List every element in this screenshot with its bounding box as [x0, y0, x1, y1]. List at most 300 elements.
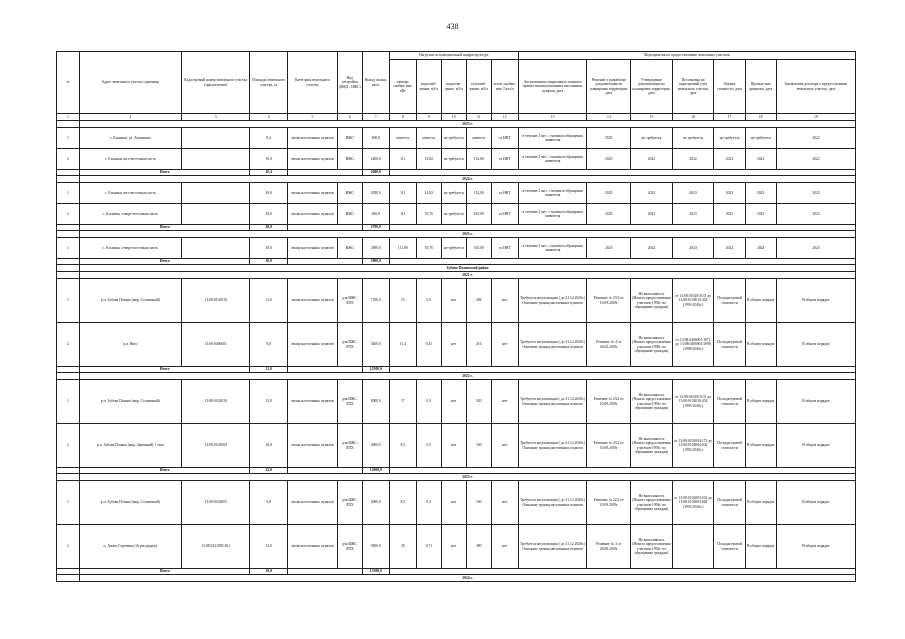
header-category: Категория земельного участка	[287, 52, 337, 114]
decision-cell: Решение № 22/2 от 10.09.2018г	[587, 481, 631, 525]
cadastral-cell: 13:08:0102010	[181, 380, 250, 424]
heat-cell: от ИНТ	[491, 128, 518, 149]
valuation-cell: 2022	[714, 149, 745, 170]
gas-cell: 165,00	[466, 204, 491, 225]
header-building-type: Вид застройки (МКД / ИЖС)	[337, 52, 362, 114]
area-cell: 0,4	[250, 128, 287, 149]
cadastral-registration-cell: 2024	[672, 238, 714, 259]
approval-cell: 2022	[631, 149, 673, 170]
building-type-cell: для ИЖС, ЛПХ	[337, 323, 362, 367]
actualization-cell: Требуется актуализация ( до 31.12.2020г.) Описание границ населенных пунктов	[518, 481, 587, 525]
gas-cell: 160	[466, 424, 491, 468]
column-numbers-row	[57, 114, 856, 121]
water-cell: 14,82	[416, 149, 441, 170]
approval-cell: 2023	[631, 204, 673, 225]
auction-cell: 2022	[745, 149, 776, 170]
auction-cell: не требуется	[745, 128, 776, 149]
row-number: 2	[57, 149, 80, 170]
category-cell: земли населенных пунктов	[287, 279, 337, 323]
category-cell: земли населенных пунктов	[287, 204, 337, 225]
water-cell: имеется	[416, 128, 441, 149]
address-cell: р.п. Явас	[79, 323, 181, 367]
building-type-cell: ИЖС	[337, 128, 362, 149]
address-cell: р.п. Зубова Поляна (мкр. Солнечный)	[79, 279, 181, 323]
cadastral-cell: 13:08:0121005:361	[181, 525, 250, 569]
cadastral-cell: 13:08:0102004	[181, 424, 250, 468]
year-row	[57, 272, 856, 279]
header-water: водоснаб-жение, м3/ч	[416, 60, 441, 114]
total-output: 2900,0	[362, 259, 389, 265]
column-number: 2	[79, 114, 181, 121]
table-row	[57, 424, 856, 468]
decision-cell: 2025	[587, 128, 631, 149]
column-number: 19	[776, 114, 855, 121]
cadastral-cell	[181, 204, 250, 225]
electric-cell: 8,5	[389, 424, 416, 468]
row-number: 2	[57, 204, 80, 225]
total-label: Итого	[79, 170, 250, 176]
housing-output-cell: 5400,0	[362, 323, 389, 367]
header-auction: Проведе-ние аукциона, дата	[745, 60, 776, 114]
category-cell: земли населенных пунктов	[287, 380, 337, 424]
row-number: 1	[57, 279, 80, 323]
valuation-cell: 2023	[714, 183, 745, 204]
year-spacer	[57, 176, 80, 183]
header-load-group: Нагрузки по коммунальной инфраструктуре	[389, 52, 518, 60]
total-label: Итого	[79, 225, 250, 231]
valuation-cell: не требуется	[714, 128, 745, 149]
total-label: Итого	[79, 569, 250, 575]
cadastral-registration-cell: от 13:08:0102004:173 до 13:08:0102004:642 (1993-2020г.)	[672, 424, 714, 468]
column-number: 15	[631, 114, 673, 121]
year-spacer	[57, 373, 80, 380]
auction-cell: В общем порядке	[745, 481, 776, 525]
housing-output-cell: 2200,0	[362, 149, 389, 170]
column-number: 17	[714, 114, 745, 121]
year-row	[57, 575, 856, 582]
total-area: 19,0	[250, 569, 287, 575]
table-row	[57, 481, 856, 525]
actualization-cell: в течение 2 мес. с момента обращения заявителя	[518, 183, 587, 204]
building-type-cell: для ИЖС, ЛПХ	[337, 279, 362, 323]
cadastral-cell	[181, 238, 250, 259]
valuation-cell: По кадастровой стоимости	[714, 424, 745, 468]
row-number: 1	[57, 128, 80, 149]
sewer-cell: не требуется	[441, 128, 466, 149]
approval-cell: Не выполнялось (Начало предоставления участков-1998г. по обращению граждан)	[631, 323, 673, 367]
total-area: 20,0	[250, 225, 287, 231]
land-plots-table	[56, 51, 856, 582]
housing-output-cell: 4000,0	[362, 424, 389, 468]
header-actualization: Актуализация генеральных планов и правил землепользования населенных пунктов, дата	[518, 60, 587, 114]
electric-cell: 17	[389, 380, 416, 424]
area-cell: 14,0	[250, 525, 287, 569]
actualization-cell: Требуется актуализация ( до 31.12.2020г.) Описание границ населенных пунктов	[518, 424, 587, 468]
approval-cell: 2024	[631, 238, 673, 259]
address-cell: с. Ельники, юго-восточная часть	[79, 183, 181, 204]
building-type-cell: для ИЖС, ЛПХ	[337, 525, 362, 569]
address-cell: с. Ельники, ул. Аношкина	[79, 128, 181, 149]
column-number: 13	[518, 114, 587, 121]
auction-cell: В общем порядке	[745, 380, 776, 424]
total-area: 21,0	[250, 367, 287, 373]
area-cell: 12,0	[250, 380, 287, 424]
water-cell: 0,71	[416, 525, 441, 569]
table-row	[57, 204, 856, 225]
header-heat: тепло-снабже-ние, Гкал/ч	[491, 60, 518, 114]
contract-cell: 2022	[776, 149, 855, 170]
auction-cell: В общем порядке	[745, 323, 776, 367]
cadastral-registration-cell: от 13:08:0406001:1071 до 13:08:0406001:5896 (1998-2020г.)	[672, 323, 714, 367]
address-cell: с. Ельники, северо-восточная часть	[79, 238, 181, 259]
region-spacer	[57, 265, 80, 272]
year-row	[57, 474, 856, 481]
table-row	[57, 323, 856, 367]
sewer-cell: не требуется	[441, 149, 466, 170]
auction-cell: 2023	[745, 183, 776, 204]
electric-cell: имеется	[389, 128, 416, 149]
decision-cell: 2025	[587, 204, 631, 225]
column-number: 5	[287, 114, 337, 121]
table-body	[57, 114, 856, 582]
page-number: 438	[446, 22, 459, 31]
year-label: 2022 г.	[79, 373, 855, 380]
cadastral-cell: 13:08:0102010	[181, 279, 250, 323]
header-contract: Заключение договора о предоставлении земельного участка, дата	[776, 60, 855, 114]
sewer-cell: нет	[441, 323, 466, 367]
column-number: 3	[181, 114, 250, 121]
table-row	[57, 380, 856, 424]
year-row	[57, 121, 856, 128]
building-type-cell: для ИЖС, ЛПХ	[337, 424, 362, 468]
water-cell: 14,82	[416, 183, 441, 204]
contract-cell: 2024	[776, 238, 855, 259]
building-type-cell: ИЖС	[337, 238, 362, 259]
column-number: 4	[250, 114, 287, 121]
area-cell: 10,0	[250, 238, 287, 259]
total-area: 10,4	[250, 170, 287, 176]
water-cell: 0,5	[416, 279, 441, 323]
total-output: 13500,0	[362, 569, 389, 575]
header-no: №	[57, 52, 80, 114]
approval-cell: Не выполнялось (Начало предоставления участков-1993г. по обращению граждан)	[631, 380, 673, 424]
valuation-cell: По кадастровой стоимости	[714, 481, 745, 525]
housing-output-cell: 2900,0	[362, 238, 389, 259]
water-cell: 0,3	[416, 481, 441, 525]
row-number: 2	[57, 424, 80, 468]
building-type-cell: ИЖС	[337, 183, 362, 204]
total-output: 12500,0	[362, 367, 389, 373]
heat-cell: нет	[491, 525, 518, 569]
cadastral-cell	[181, 149, 250, 170]
contract-cell: В общем порядке	[776, 380, 855, 424]
total-output: 2600,0	[362, 170, 389, 176]
electric-cell: 8,5	[389, 481, 416, 525]
heat-cell: нет	[491, 380, 518, 424]
total-output: 2700,0	[362, 225, 389, 231]
gas-cell: 132,00	[466, 183, 491, 204]
contract-cell: В общем порядке	[776, 323, 855, 367]
decision-cell: 2025	[587, 149, 631, 170]
building-type-cell: ИЖС	[337, 149, 362, 170]
area-cell: 9,0	[250, 323, 287, 367]
heat-cell: от ИНТ	[491, 238, 518, 259]
auction-cell: В общем порядке	[745, 279, 776, 323]
approval-cell: Не выполнялось (Начало предоставления участков-1993г. по обращению граждан)	[631, 481, 673, 525]
approval-cell: Не выполнялось (Начало предоставления участков-1993г. по обращению граждан)	[631, 424, 673, 468]
approval-cell: не требуется	[631, 128, 673, 149]
address-cell: с. Ельники, северо-восточная часть	[79, 204, 181, 225]
year-label: 2024 г.	[79, 176, 855, 183]
address-cell: р.п. Зубова Поляна (мкр. Солнечный)	[79, 481, 181, 525]
sewer-cell: не требуется	[441, 183, 466, 204]
housing-output-cell: 9500,0	[362, 525, 389, 569]
gas-cell: 165,00	[466, 238, 491, 259]
region-row	[57, 265, 856, 272]
heat-cell: от ИНТ	[491, 149, 518, 170]
year-row	[57, 231, 856, 238]
total-area: 10,0	[250, 259, 287, 265]
cadastral-registration-cell: от 13:08:0102010:31 до 13:08:0102010:454 (1993-2020г.)	[672, 380, 714, 424]
category-cell: земли населенных пунктов	[287, 481, 337, 525]
approval-cell: Не выполнялось (Начало предоставления участков-1993г. по обращению граждан)	[631, 279, 673, 323]
year-row	[57, 176, 856, 183]
gas-cell: 160	[466, 481, 491, 525]
actualization-cell: Требуется актуализация ( до 31.12.2020г.) Описание границ населенных пунктов	[518, 323, 587, 367]
electric-cell: 111,00	[389, 238, 416, 259]
row-number: 1	[57, 238, 80, 259]
approval-cell: Не выполнялось (Начало предоставления участков-1993г. по обращению граждан)	[631, 525, 673, 569]
gas-cell: 284	[466, 279, 491, 323]
category-cell: земли населенных пунктов	[287, 424, 337, 468]
decision-cell: Решение № 23/2 от 10.09.2018г	[587, 279, 631, 323]
header-electric: электро-снабже-ние, кВт	[389, 60, 416, 114]
area-cell: 5,0	[250, 481, 287, 525]
year-spacer	[57, 575, 80, 582]
water-cell: 19,76	[416, 238, 441, 259]
gas-cell: 320	[466, 380, 491, 424]
sewer-cell: нет	[441, 279, 466, 323]
contract-cell: 2023	[776, 183, 855, 204]
electric-cell: 111	[389, 149, 416, 170]
row-number: 1	[57, 380, 80, 424]
actualization-cell: в течение 2 мес. с момента обращения заявителя	[518, 204, 587, 225]
contract-cell: В общем порядке	[776, 424, 855, 468]
cadastral-cell	[181, 128, 250, 149]
electric-cell: 111	[389, 183, 416, 204]
actualization-cell: Требуется актуализация ( до 31.12.2020г.) Описание границ населенных пунктов	[518, 279, 587, 323]
gas-cell: 216	[466, 323, 491, 367]
cadastral-registration-cell: не требуется	[672, 128, 714, 149]
heat-cell: от ИНТ	[491, 204, 518, 225]
valuation-cell: По кадастровой стоимости	[714, 323, 745, 367]
column-number: 8	[389, 114, 416, 121]
category-cell: земли населенных пунктов	[287, 128, 337, 149]
area-cell: 10,0	[250, 149, 287, 170]
address-cell: п. Анаш-Сергеевка (Агрогородок)	[79, 525, 181, 569]
actualization-cell: в течение 2 мес. с момента обращения заявителя	[518, 128, 587, 149]
electric-cell: 11,4	[389, 323, 416, 367]
decision-cell: 2025	[587, 183, 631, 204]
category-cell: земли населенных пунктов	[287, 238, 337, 259]
year-spacer	[57, 121, 80, 128]
row-number: 2	[57, 323, 80, 367]
housing-output-cell: 2050,0	[362, 183, 389, 204]
total-label: Итого	[79, 367, 250, 373]
actualization-cell: в течение 2 мес. с момента обращения заявителя	[518, 238, 587, 259]
contract-cell: 2023	[776, 204, 855, 225]
valuation-cell: По кадастровой стоимости	[714, 525, 745, 569]
column-number: 1	[57, 114, 80, 121]
category-cell: земли населенных пунктов	[287, 323, 337, 367]
year-spacer	[57, 474, 80, 481]
header-cadastral-registration: Постановка на кадастровый учет земельного участка, дата	[672, 60, 714, 114]
total-area: 22,0	[250, 468, 287, 474]
sewer-cell: нет	[441, 424, 466, 468]
header-decision: Решение о разработке документации по планировке территории, дата	[587, 60, 631, 114]
housing-output-cell: 8000,0	[362, 380, 389, 424]
water-cell: 0,41	[416, 323, 441, 367]
column-number: 10	[441, 114, 466, 121]
total-label: Итого	[79, 468, 250, 474]
year-label: 2025 г.	[79, 231, 855, 238]
column-number: 6	[337, 114, 362, 121]
auction-cell: 2024	[745, 238, 776, 259]
cadastral-registration-cell: от 13:08:0102003:102 до 13:08:0102003:682 (1993-2020г.)	[672, 481, 714, 525]
housing-output-cell: 650,0	[362, 204, 389, 225]
column-number: 14	[587, 114, 631, 121]
column-number: 18	[745, 114, 776, 121]
cadastral-registration-cell	[672, 525, 714, 569]
category-cell: земли населенных пунктов	[287, 149, 337, 170]
year-label: 2024 г.	[79, 575, 855, 582]
year-row	[57, 373, 856, 380]
year-spacer	[57, 272, 80, 279]
row-number: 1	[57, 481, 80, 525]
row-number: 1	[57, 183, 80, 204]
year-spacer	[57, 231, 80, 238]
header-sewer: водоотве-дение, м3/ч	[441, 60, 466, 114]
building-type-cell: ИЖС	[337, 204, 362, 225]
year-label: 2023 г.	[79, 121, 855, 128]
contract-cell: В общем порядке	[776, 279, 855, 323]
building-type-cell: для ИЖС, ЛПХ	[337, 481, 362, 525]
sewer-cell: не требуется	[441, 204, 466, 225]
approval-cell: 2023	[631, 183, 673, 204]
contract-cell: В общем порядке	[776, 481, 855, 525]
cadastral-cell: 13:08:0406001	[181, 323, 250, 367]
table-row	[57, 183, 856, 204]
water-cell: 0,5	[416, 424, 441, 468]
electric-cell: 15	[389, 279, 416, 323]
cadastral-cell: 13:08:0102003	[181, 481, 250, 525]
sewer-cell: не требуется	[441, 238, 466, 259]
category-cell: земли населенных пунктов	[287, 525, 337, 569]
heat-cell: нет	[491, 323, 518, 367]
area-cell: 12,0	[250, 279, 287, 323]
decision-cell: Решение № 23/2 от 10.09.2018г	[587, 380, 631, 424]
row-number: 2	[57, 525, 80, 569]
water-cell: 0,3	[416, 380, 441, 424]
actualization-cell: Требуется актуализация ( до 31.12.2020г.) Описание границ населенных пунктов	[518, 380, 587, 424]
housing-output-cell: 400,0	[362, 128, 389, 149]
header-area: Площадь земельного участка, га	[250, 52, 287, 114]
region-label: Зубово-Полянский район	[79, 265, 855, 272]
header-measures-group: Мероприятия по предоставлению земельных участков	[518, 52, 855, 60]
heat-cell: нет	[491, 279, 518, 323]
contract-cell: В общем порядке	[776, 525, 855, 569]
column-number: 9	[416, 114, 441, 121]
decision-cell: 2025	[587, 238, 631, 259]
area-cell: 10,0	[250, 424, 287, 468]
auction-cell: В общем порядке	[745, 525, 776, 569]
auction-cell: В общем порядке	[745, 424, 776, 468]
decision-cell: Решение № 23/2 от 10.09.2018г	[587, 424, 631, 468]
year-label: 2021 г.	[79, 272, 855, 279]
housing-output-cell: 4000,0	[362, 481, 389, 525]
year-label: 2023 г.	[79, 474, 855, 481]
electric-cell: 20	[389, 525, 416, 569]
cadastral-cell	[181, 183, 250, 204]
header-cadastral: Кадастровый номер земельного участка (при наличии)	[181, 52, 250, 114]
address-cell: с. Ельники, юго-восточная часть	[79, 149, 181, 170]
valuation-cell: 2023	[714, 204, 745, 225]
table-row	[57, 238, 856, 259]
table-row	[57, 279, 856, 323]
header-gas: газоснаб-жение, м3/ч	[466, 60, 491, 114]
contract-cell: 2022	[776, 128, 855, 149]
water-cell: 19,76	[416, 204, 441, 225]
valuation-cell: По кадастровой стоимости	[714, 279, 745, 323]
table-row	[57, 128, 856, 149]
decision-cell: Решение № 4 от 26.04.2018г	[587, 323, 631, 367]
cadastral-registration-cell: от 13:08:0102010:31 до 13:08:0102010:454 (1993-2020г.)	[672, 279, 714, 323]
table-row	[57, 525, 856, 569]
column-number: 16	[672, 114, 714, 121]
address-cell: р.п. Зубова Поляна (мкр. Солнечный)	[79, 380, 181, 424]
column-number: 12	[491, 114, 518, 121]
heat-cell: от ИНТ	[491, 183, 518, 204]
heat-cell: нет	[491, 481, 518, 525]
cadastral-registration-cell: 2023	[672, 183, 714, 204]
header-housing-output: Выход жилья, кв.м.	[362, 52, 389, 114]
gas-cell: 132,00	[466, 149, 491, 170]
gas-cell: 380	[466, 525, 491, 569]
electric-cell: 111	[389, 204, 416, 225]
column-number: 11	[466, 114, 491, 121]
category-cell: земли населенных пунктов	[287, 183, 337, 204]
cadastral-registration-cell: 2023	[672, 204, 714, 225]
sewer-cell: нет	[441, 481, 466, 525]
total-label: Итого	[79, 259, 250, 265]
housing-output-cell: 7100,0	[362, 279, 389, 323]
auction-cell: 2023	[745, 204, 776, 225]
table-row	[57, 149, 856, 170]
column-number: 7	[362, 114, 389, 121]
actualization-cell: Требуется актуализация ( до 31.12.2020г.) Описание границ населенных пунктов	[518, 525, 587, 569]
heat-cell: нет	[491, 424, 518, 468]
valuation-cell: 2024	[714, 238, 745, 259]
area-cell: 10,0	[250, 204, 287, 225]
valuation-cell: По кадастровой стоимости	[714, 380, 745, 424]
address-cell: р.п. Зубова Поляна (мкр. Заречный) 1 этап	[79, 424, 181, 468]
header-valuation: Оценка стоимости, дата	[714, 60, 745, 114]
building-type-cell: для ИЖС, ЛПХ	[337, 380, 362, 424]
sewer-cell: нет	[441, 525, 466, 569]
actualization-cell: в течение 2 мес. с момента обращения заявителя	[518, 149, 587, 170]
total-output: 12000,0	[362, 468, 389, 474]
cadastral-registration-cell: 2022	[672, 149, 714, 170]
